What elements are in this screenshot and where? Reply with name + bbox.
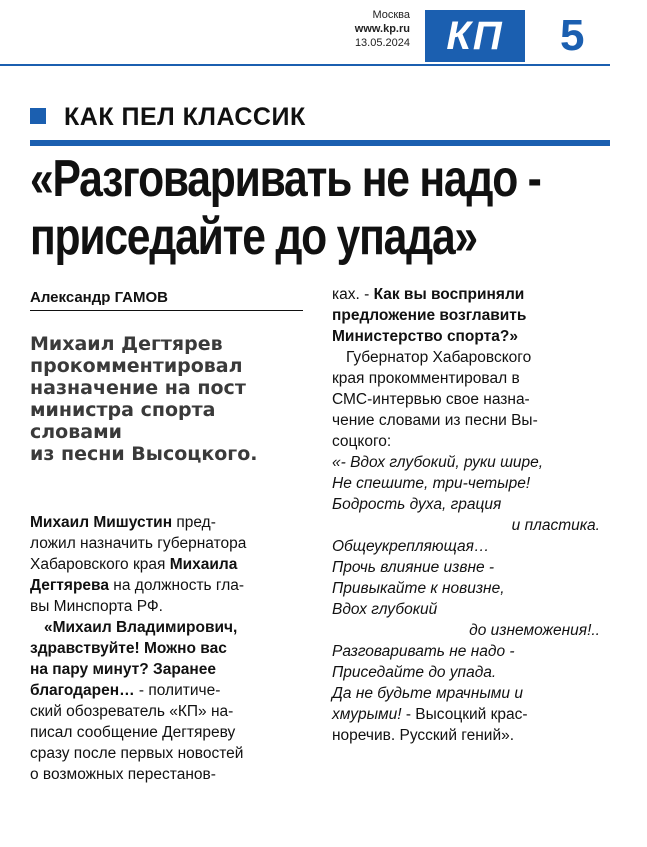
- masthead-divider: [0, 64, 610, 66]
- headline-line-1: «Разговаривать не надо -: [30, 150, 541, 208]
- body-line: [30, 575, 308, 596]
- headline: [30, 150, 541, 266]
- body-text: на должность гла-: [108, 577, 245, 594]
- article-column-right: [332, 284, 614, 746]
- question-line: Министерство спорта?»: [332, 328, 518, 345]
- kp-logo: КП: [425, 10, 525, 62]
- masthead-date: 13.05.2024: [354, 37, 410, 49]
- lyric-line: Прочь влияние извне -: [332, 559, 495, 576]
- body-text: - политиче-: [134, 682, 221, 699]
- body-line: [30, 512, 308, 533]
- masthead-website: www.kp.ru: [354, 23, 410, 35]
- body-line: норечив. Русский гений».: [332, 727, 515, 744]
- lede-line: Михаил Дегтярев: [30, 333, 223, 355]
- body-text: - Высоцкий крас-: [401, 706, 528, 723]
- lede-line: словами: [30, 421, 122, 443]
- rubric-bar: [30, 100, 610, 146]
- body-line: сразу после первых новостей: [30, 745, 244, 762]
- body-text: пред-: [172, 514, 216, 531]
- lede: [30, 333, 310, 465]
- quote-line: «Михаил Владимирович,: [44, 619, 238, 636]
- body-line: писал сообщение Дегтяреву: [30, 724, 236, 741]
- lede-line: назначение на пост: [30, 377, 246, 399]
- lyric-line: Общеукрепляющая…: [332, 538, 490, 555]
- lyric-line: Привыкайте к новизне,: [332, 580, 505, 597]
- masthead-info: [300, 8, 410, 50]
- rubric-square-icon: [30, 108, 46, 124]
- quote-line: на пару минут? Заранее: [30, 661, 217, 678]
- masthead-city: Москва: [372, 9, 410, 21]
- body-text: ках. -: [332, 286, 374, 303]
- page-number: 5: [560, 11, 585, 60]
- body-line: ложил назначить губернатора: [30, 535, 247, 552]
- body-line: [332, 704, 614, 725]
- body-line: [332, 284, 614, 305]
- lyric-line: Разговаривать не надо -: [332, 643, 515, 660]
- body-line: о возможных перестанов-: [30, 766, 216, 783]
- person-name: Дегтярева: [30, 577, 109, 594]
- question-text: Как вы восприняли: [373, 286, 525, 303]
- body-line: края прокомментировал в: [332, 370, 520, 387]
- body-line: [30, 680, 308, 701]
- lede-line: министра спорта: [30, 399, 216, 421]
- body-text: Хабаровского края: [30, 556, 170, 573]
- body-line: соцкого:: [332, 433, 392, 450]
- body-line: чение словами из песни Вы-: [332, 412, 538, 429]
- lyric-line: Вдох глубокий: [332, 601, 438, 618]
- lyric-line: и пластика.: [511, 517, 600, 534]
- lyric-line: «- Вдох глубокий, руки шире,: [332, 454, 544, 471]
- body-line: Губернатор Хабаровского: [346, 349, 532, 366]
- lyric-line: Не спешите, три-четыре!: [332, 475, 531, 492]
- quote-line: здравствуйте! Можно вас: [30, 640, 227, 657]
- byline: Александр ГАМОВ: [30, 288, 303, 311]
- headline-line-2: приседайте до упада»: [30, 208, 477, 266]
- lyric-line: до изнеможения!..: [469, 622, 600, 639]
- person-name: Михаила: [169, 556, 238, 573]
- person-name: Михаил Мишустин: [30, 514, 173, 531]
- quote-text: благодарен…: [30, 682, 135, 699]
- lyric-line: Приседайте до упада.: [332, 664, 497, 681]
- lyric-text: хмурыми!: [332, 706, 402, 723]
- body-line: вы Минспорта РФ.: [30, 598, 163, 615]
- article-column-left: [30, 512, 308, 785]
- question-line: предложение возглавить: [332, 307, 527, 324]
- lede-line: из песни Высоцкого.: [30, 443, 258, 465]
- body-line: СМС-интервью свое назна-: [332, 391, 530, 408]
- body-line: ский обозреватель «КП» на-: [30, 703, 234, 720]
- lyric-line: Да не будьте мрачными и: [332, 685, 523, 702]
- body-line: [30, 554, 308, 575]
- lede-line: прокомментировал: [30, 355, 243, 377]
- rubric-title: КАК ПЕЛ КЛАССИК: [64, 103, 306, 131]
- lyric-line: Бодрость духа, грация: [332, 496, 502, 513]
